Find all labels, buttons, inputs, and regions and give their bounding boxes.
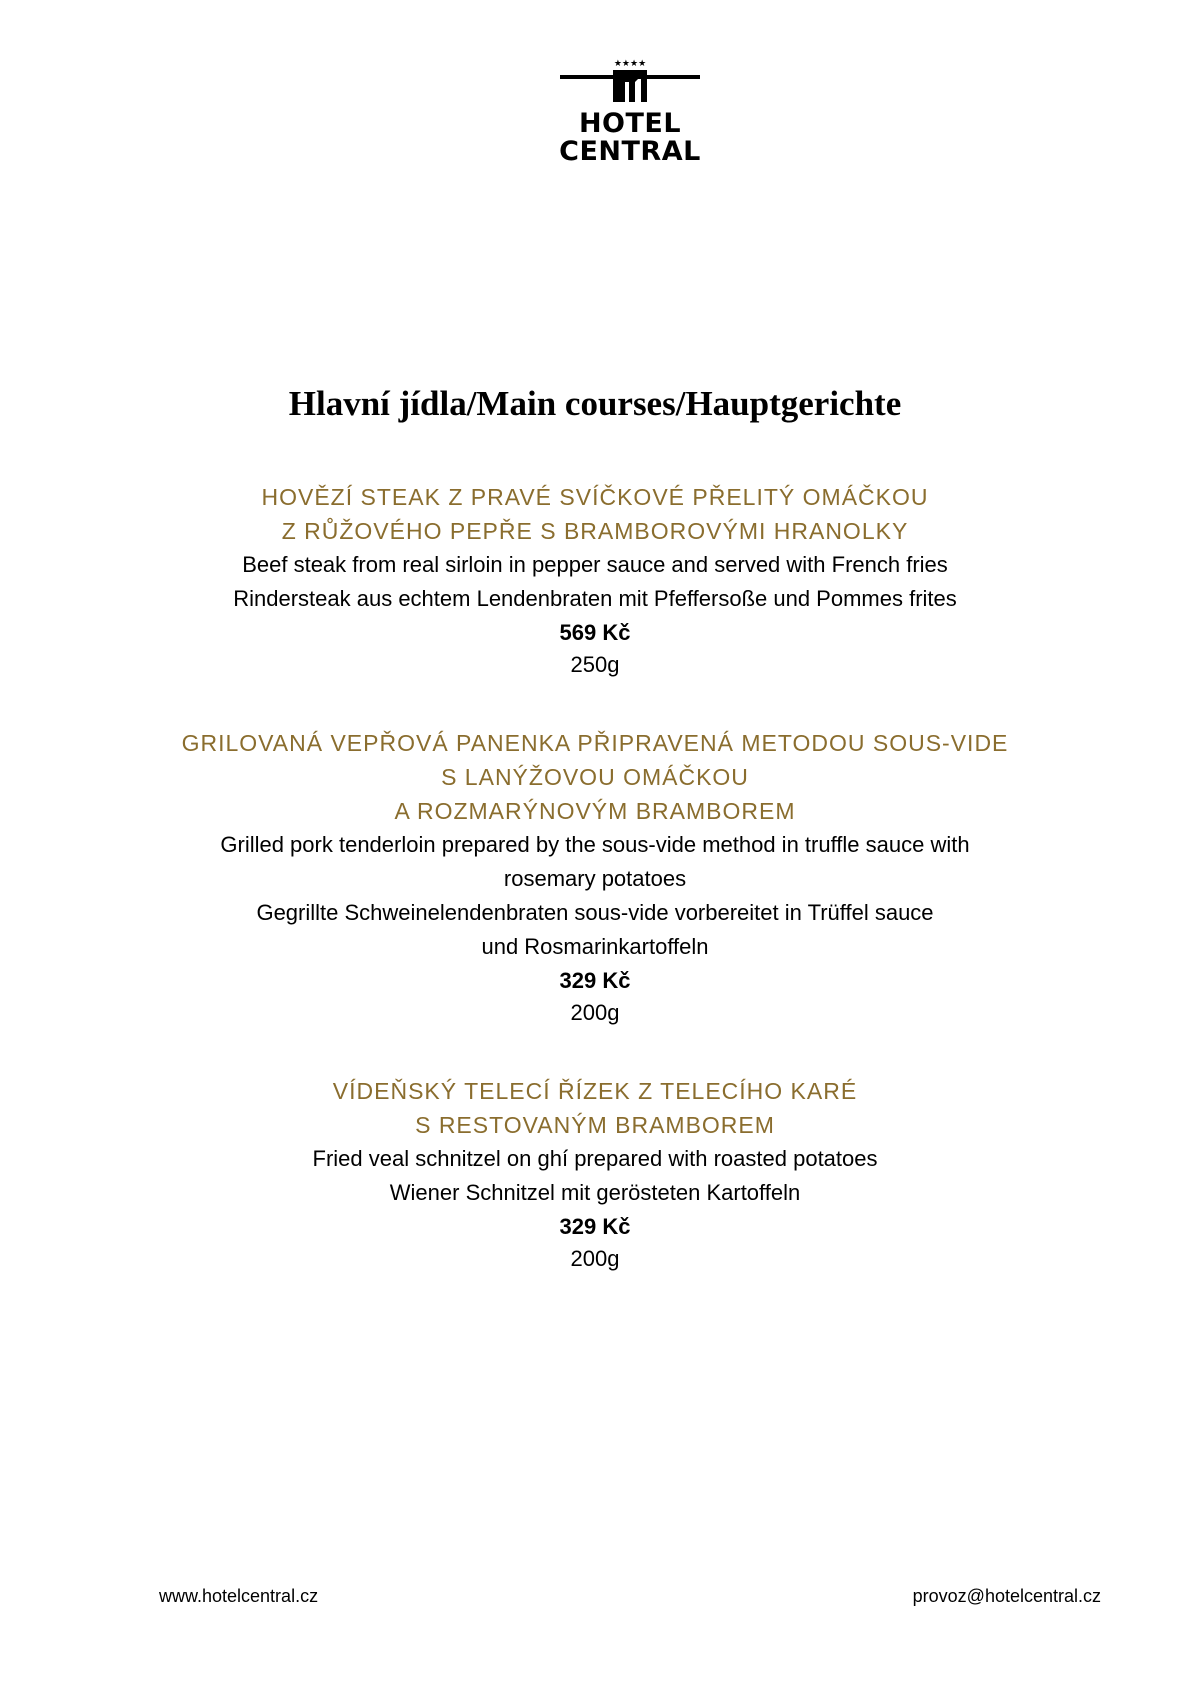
- item-name-line: GRILOVANÁ VEPŘOVÁ PANENKA PŘIPRAVENÁ METODOU SOUS-VIDE: [181, 730, 1009, 756]
- logo-stars: ★★★★: [613, 58, 647, 68]
- menu-item: [150, 1074, 1040, 1274]
- menu-item: [150, 480, 1040, 680]
- logo-line-1: HOTEL: [578, 108, 682, 139]
- item-description-en: Beef steak from real sirloin in pepper sauce and served with French fries: [242, 552, 948, 577]
- item-weight: 250g: [570, 652, 620, 677]
- item-weight: 200g: [570, 1000, 620, 1025]
- item-name-line: HOVĚZÍ STEAK Z PRAVÉ SVÍČKOVÉ PŘELITÝ OMÁČKOU: [261, 484, 929, 510]
- item-description-de: Rindersteak aus echtem Lendenbraten mit Pfeffersoße und Pommes frites: [233, 586, 957, 611]
- logo-line-2: CENTRAL: [559, 136, 701, 167]
- item-description-de: Wiener Schnitzel mit gerösteten Kartoffeln: [389, 1180, 801, 1205]
- page-title: Hlavní jídla/Main courses/Hauptgerichte: [288, 384, 902, 423]
- item-description-de: Gegrillte Schweinelendenbraten sous-vide vorbereitet in Trüffel sauce und Rosmarinkartoffeln: [256, 900, 934, 959]
- item-name-line: S LANÝŽOVOU OMÁČKOU: [441, 764, 749, 790]
- item-description-en: Grilled pork tenderloin prepared by the sous-vide method in truffle sauce with rosemary potatoes: [220, 832, 970, 891]
- menu-item: [180, 726, 1010, 1028]
- item-name-line: Z RŮŽOVÉHO PEPŘE S BRAMBOROVÝMI HRANOLKY: [281, 518, 909, 544]
- item-price: 569 Kč: [559, 620, 631, 645]
- item-name-line: VÍDEŇSKÝ TELECÍ ŘÍZEK Z TELECÍHO KARÉ: [332, 1078, 858, 1104]
- hotel-logo: [555, 56, 705, 166]
- logo-emblem-icon: [555, 56, 705, 106]
- item-price: 329 Kč: [559, 968, 631, 993]
- item-name-line: S RESTOVANÝM BRAMBOREM: [415, 1112, 775, 1138]
- item-price: 329 Kč: [559, 1214, 631, 1239]
- email-link[interactable]: provoz@hotelcentral.cz: [912, 1586, 1101, 1606]
- website-link[interactable]: www.hotelcentral.cz: [159, 1586, 319, 1606]
- item-name-line: A ROZMARÝNOVÝM BRAMBOREM: [394, 798, 796, 824]
- item-weight: 200g: [570, 1246, 620, 1271]
- item-description-en: Fried veal schnitzel on ghí prepared with roasted potatoes: [312, 1146, 878, 1171]
